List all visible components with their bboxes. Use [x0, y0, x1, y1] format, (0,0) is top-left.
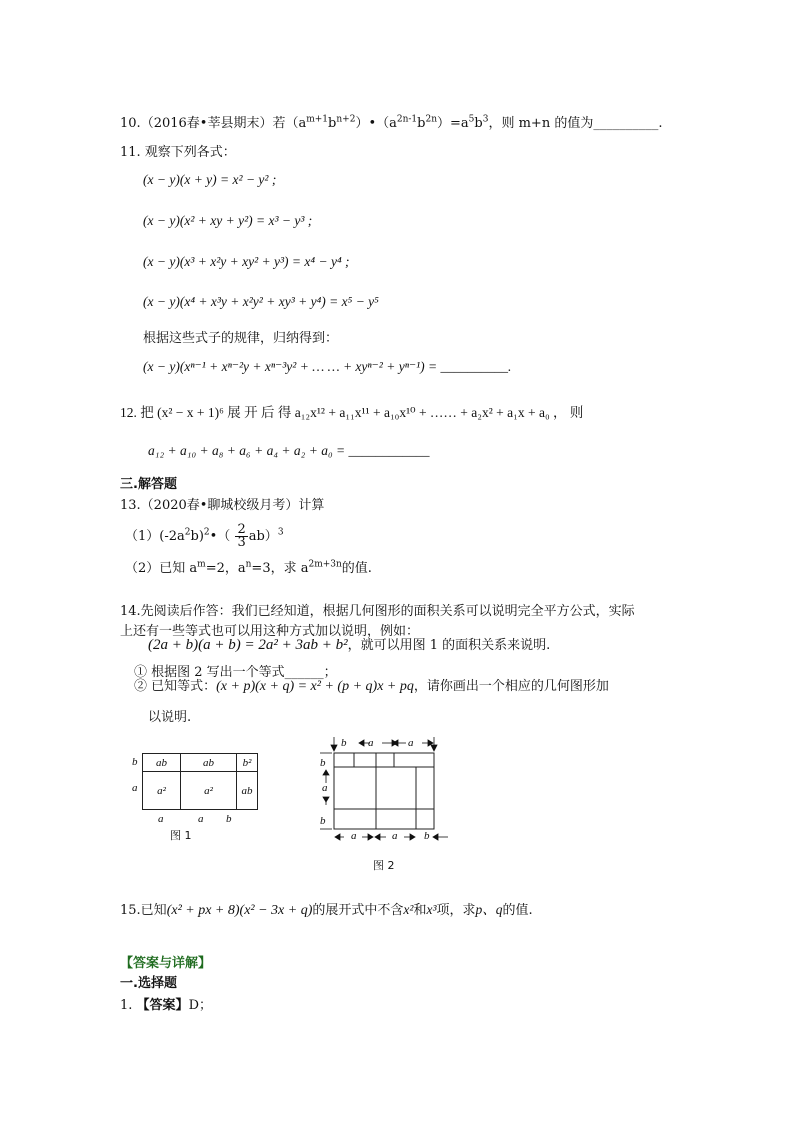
q13-text: •（	[209, 529, 231, 544]
fig1-cell: ab	[237, 772, 258, 810]
q10-number: 10.	[120, 116, 141, 131]
fig1-cell: ab	[143, 754, 181, 772]
fig1-cell: a²	[143, 772, 181, 810]
q14-example-equation: (2a + b)(a + b) = 2a² + 3ab + b²	[148, 637, 348, 653]
q10-exp: m+1	[306, 114, 329, 125]
q10-exp: 5	[468, 114, 475, 125]
fig2-top-label-a: a	[368, 737, 374, 749]
q13-part-2	[125, 557, 372, 576]
q14-line-2: 上还有一些等式也可以用这种方式加以说明，例如：	[120, 624, 420, 639]
q10-source: （2016春•莘县期末）	[140, 116, 273, 131]
q11-intro: 11. 观察下列各式：	[120, 145, 236, 160]
fig1-row-label-a: a	[132, 782, 138, 794]
q15-term: x²	[403, 902, 414, 917]
q11-rule-text: 根据这些式子的规律，归纳得到：	[143, 331, 339, 346]
q12-sum[interactable]: a₁₂ + a₁₀ + a₈ + a₆ + a₄ + a₂ + a₀ = ____________	[148, 443, 430, 458]
question-15	[120, 898, 533, 919]
q14-item-2-equation: (x + p)(x + q) = x² + (p + q)x + pq	[216, 679, 414, 694]
q15-text: 15.已知	[120, 903, 167, 918]
fig2-caption: 图 2	[373, 859, 395, 872]
q10-text: ）•（a	[355, 116, 397, 131]
q11-formula-2: (x − y)(x² + xy + y²) = x³ − y³ ;	[143, 213, 313, 228]
q10-text: .	[658, 116, 663, 131]
q14-item-1[interactable]: ① 根据图 2 写出一个等式______；	[134, 665, 337, 680]
q13-text: （2）已知 a	[125, 561, 198, 576]
fig1-cell: a²	[181, 772, 237, 810]
fig2-diagram	[318, 735, 468, 845]
q14-text: ② 已知等式：	[134, 679, 217, 694]
q11-formula-4: (x − y)(x⁴ + x³y + x²y² + xy³ + y⁴) = x⁵ − y⁵	[143, 294, 379, 309]
answers-section-title: 一.选择题	[120, 976, 177, 991]
q15-text: 项，求	[436, 903, 476, 918]
q13-text: =3，求 a	[251, 561, 309, 576]
fraction-numerator: 2	[237, 522, 246, 537]
answers-title: 【答案与详解】	[120, 956, 212, 971]
q14-item-2	[134, 675, 609, 695]
q13-text: 的值.	[341, 561, 372, 576]
fig2-bottom-label-b: b	[424, 830, 430, 842]
q15-text: 的展开式中不含	[312, 903, 404, 918]
fig2-left-label-b: b	[320, 815, 326, 827]
q12-statement: 12. 把 (x² − x + 1)⁶ 展 开 后 得 a₁₂x¹² + a₁₁x¹¹ + a₁₀x¹⁰ + …… + a₂x² + a₁x + a₀ ， 则	[120, 405, 584, 420]
fig1-grid	[142, 753, 258, 810]
fig2-top-label-a: a	[408, 737, 414, 749]
q10-exp: n+2	[336, 114, 356, 125]
answer-label: 【答案】	[136, 998, 189, 1013]
q13-header: 13.（2020春•聊城校级月考）计算	[120, 498, 325, 513]
q10-text: ）=a	[437, 116, 469, 131]
fig1-col-label: a	[158, 813, 164, 825]
q13-exp: n	[245, 559, 252, 570]
q13-exp: 2	[203, 527, 210, 538]
q15-expression: (x² + px + 8)(x² − 3x + q)	[166, 903, 313, 918]
fig2-top-label-b: b	[341, 737, 347, 749]
fig2-left-label-b: b	[320, 757, 326, 769]
fig1-cell: ab	[181, 754, 237, 772]
q13-part-1	[125, 524, 284, 549]
q10-text: 若（a	[272, 116, 307, 131]
q13-text: （1）(-2a	[125, 529, 185, 544]
q13-exp: 3	[277, 527, 284, 538]
q14-example	[148, 634, 550, 654]
q15-term: x³	[426, 902, 437, 917]
q10-text: b	[474, 116, 483, 131]
q13-text: ab）	[248, 529, 278, 544]
q10-text: b	[417, 116, 426, 131]
fig1-caption: 图 1	[170, 829, 192, 842]
q13-text: =2，a	[205, 561, 246, 576]
q15-text: 的值.	[502, 903, 533, 918]
fig1-col-label: b	[226, 813, 232, 825]
section-3-title: 三.解答题	[120, 477, 177, 492]
q10-exp: 2n	[425, 114, 438, 125]
fraction-denominator: 3	[237, 535, 246, 550]
fig2-bottom-label-a: a	[351, 830, 357, 842]
answer-value: D；	[188, 998, 212, 1013]
q10-answer-blank[interactable]: __________	[593, 116, 659, 131]
q14-example-tail: ，就可以用图 1 的面积关系来说明.	[347, 638, 551, 653]
q11-formula-1: (x − y)(x + y) = x² − y² ;	[143, 172, 277, 187]
fig1-col-label: a	[198, 813, 204, 825]
q13-exp: m	[197, 559, 206, 570]
fig1-cell: b²	[237, 754, 258, 772]
q13-text: b)	[190, 529, 204, 544]
q10-text: ，则 m+n 的值为	[488, 116, 594, 131]
fig2-left-label-a: a	[322, 782, 328, 794]
q15-text: 和	[413, 903, 427, 918]
fig2-bottom-label-a: a	[392, 830, 398, 842]
q14-line-1: 14.先阅读后作答：我们已经知道，根据几何图形的面积关系可以说明完全平方公式，实际	[120, 604, 635, 619]
q11-general-formula[interactable]: (x − y)(xⁿ⁻¹ + xⁿ⁻²y + xⁿ⁻³y² + … … + xyⁿ⁻² + yⁿ⁻¹) = __________.	[143, 359, 512, 374]
q10-text: b	[328, 116, 337, 131]
question-10	[120, 112, 662, 131]
answer-1	[120, 994, 212, 1013]
q13-exp: 2	[184, 527, 191, 538]
answer-number: 1.	[120, 998, 133, 1013]
q10-exp: 3	[482, 114, 489, 125]
q14-text: ，请你画出一个相应的几何图形加	[413, 679, 609, 694]
q10-exp: 2n-1	[396, 114, 418, 125]
q14-item-2-cont: 以说明.	[148, 710, 192, 725]
fig1-row-label-b: b	[132, 756, 138, 768]
q11-formula-3: (x − y)(x³ + x²y + xy² + y³) = x⁴ − y⁴ ;	[143, 254, 350, 269]
q13-exp: 2m+3n	[308, 559, 342, 570]
q15-vars: p、q	[475, 902, 503, 917]
q13-fraction	[235, 524, 247, 549]
